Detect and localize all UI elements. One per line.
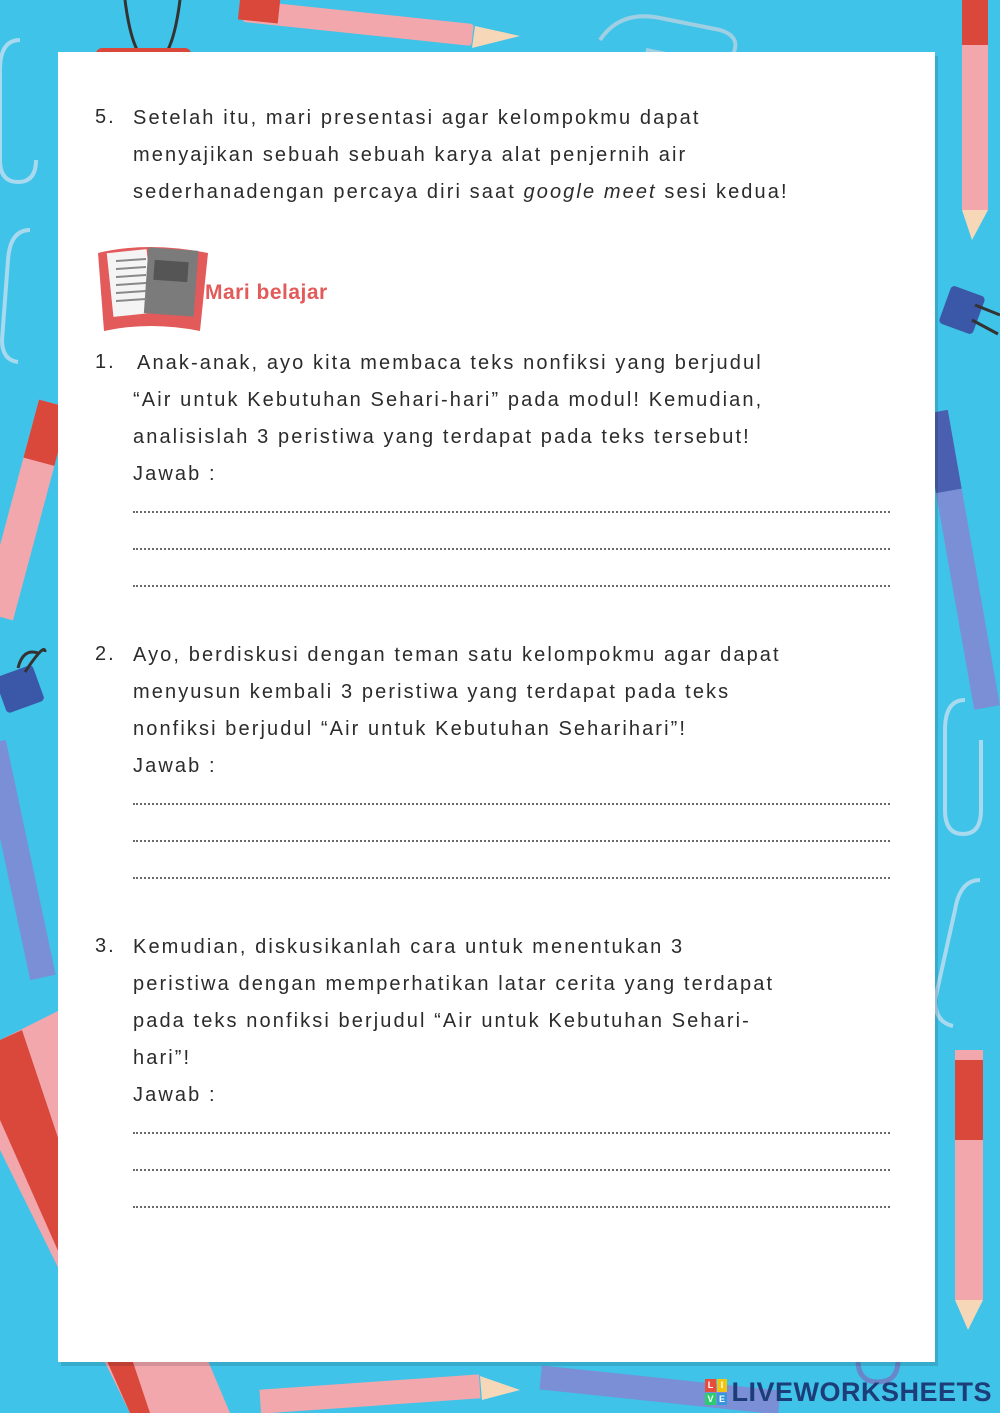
question-text-line: [133, 180, 789, 204]
binder-clip-icon: [938, 285, 1000, 335]
logo-letter: E: [718, 1393, 726, 1404]
answer-line[interactable]: [133, 1204, 890, 1208]
question-number: 2.: [95, 643, 116, 665]
emphasis-text: google meet: [523, 181, 657, 203]
question-text-line: analisislah 3 peristiwa yang terdapat pada teks tersebut!: [133, 426, 751, 448]
text-span: sederhanadengan percaya diri saat: [133, 181, 524, 203]
pencil-icon: [962, 0, 988, 240]
paperclip-icon: [945, 700, 981, 834]
answer-line[interactable]: [133, 875, 890, 879]
answer-label: Jawab :: [133, 463, 217, 485]
question-text-line: menyajikan sebuah sebuah karya alat penjernih air: [133, 144, 688, 166]
question-text-line: Ayo, berdiskusi dengan teman satu kelompokmu agar dapat: [133, 644, 781, 666]
question-number: 5.: [95, 106, 116, 128]
answer-label: Jawab :: [133, 1084, 217, 1106]
answer-line[interactable]: [133, 1167, 890, 1171]
answer-line[interactable]: [133, 546, 890, 550]
question-text-line: Anak-anak, ayo kita membaca teks nonfiksi yang berjudul: [137, 352, 763, 374]
paperclip-icon: [0, 40, 36, 182]
paperclip-icon: [2, 230, 30, 362]
logo-letter: L: [705, 1379, 716, 1392]
answer-line[interactable]: [133, 583, 890, 587]
answer-line[interactable]: [133, 838, 890, 842]
paperclip-icon: [935, 880, 980, 1026]
liveworksheets-watermark[interactable]: [705, 1375, 992, 1409]
question-text-line: Setelah itu, mari presentasi agar kelompokmu dapat: [133, 107, 701, 129]
answer-line[interactable]: [133, 1130, 890, 1134]
answer-line[interactable]: [133, 509, 890, 513]
binder-clip-icon: [0, 650, 45, 714]
question-number: 3.: [95, 935, 116, 957]
logo-letter: V: [707, 1393, 714, 1404]
pencil-icon: [259, 1374, 520, 1413]
question-text-line: peristiwa dengan memperhatikan latar cerita yang terdapat: [133, 973, 775, 995]
logo-letter: I: [717, 1379, 728, 1392]
section-title: Mari belajar: [205, 281, 328, 304]
question-text-line: menyusun kembali 3 peristiwa yang terdapat pada teks: [133, 681, 731, 703]
answer-line[interactable]: [133, 801, 890, 805]
liveworksheets-logo-icon: [705, 1379, 727, 1405]
question-text-line: Kemudian, diskusikanlah cara untuk menentukan 3: [133, 936, 685, 958]
text-span: sesi kedua!: [656, 181, 789, 203]
answer-label: Jawab :: [133, 755, 217, 777]
question-text-line: nonfiksi berjudul “Air untuk Kebutuhan Seharihari”!: [133, 718, 688, 740]
question-text-line: “Air untuk Kebutuhan Sehari-hari” pada modul! Kemudian,: [133, 389, 764, 411]
pencil-icon: [955, 1050, 983, 1330]
pencil-icon: [238, 0, 520, 48]
question-text-line: pada teks nonfiksi berjudul “Air untuk Kebutuhan Sehari-: [133, 1010, 751, 1032]
question-text-line: hari”!: [133, 1047, 192, 1069]
question-number: 1.: [95, 351, 116, 373]
pen-icon: [0, 740, 56, 980]
watermark-brand: LIVEWORKSHEETS: [731, 1376, 992, 1407]
